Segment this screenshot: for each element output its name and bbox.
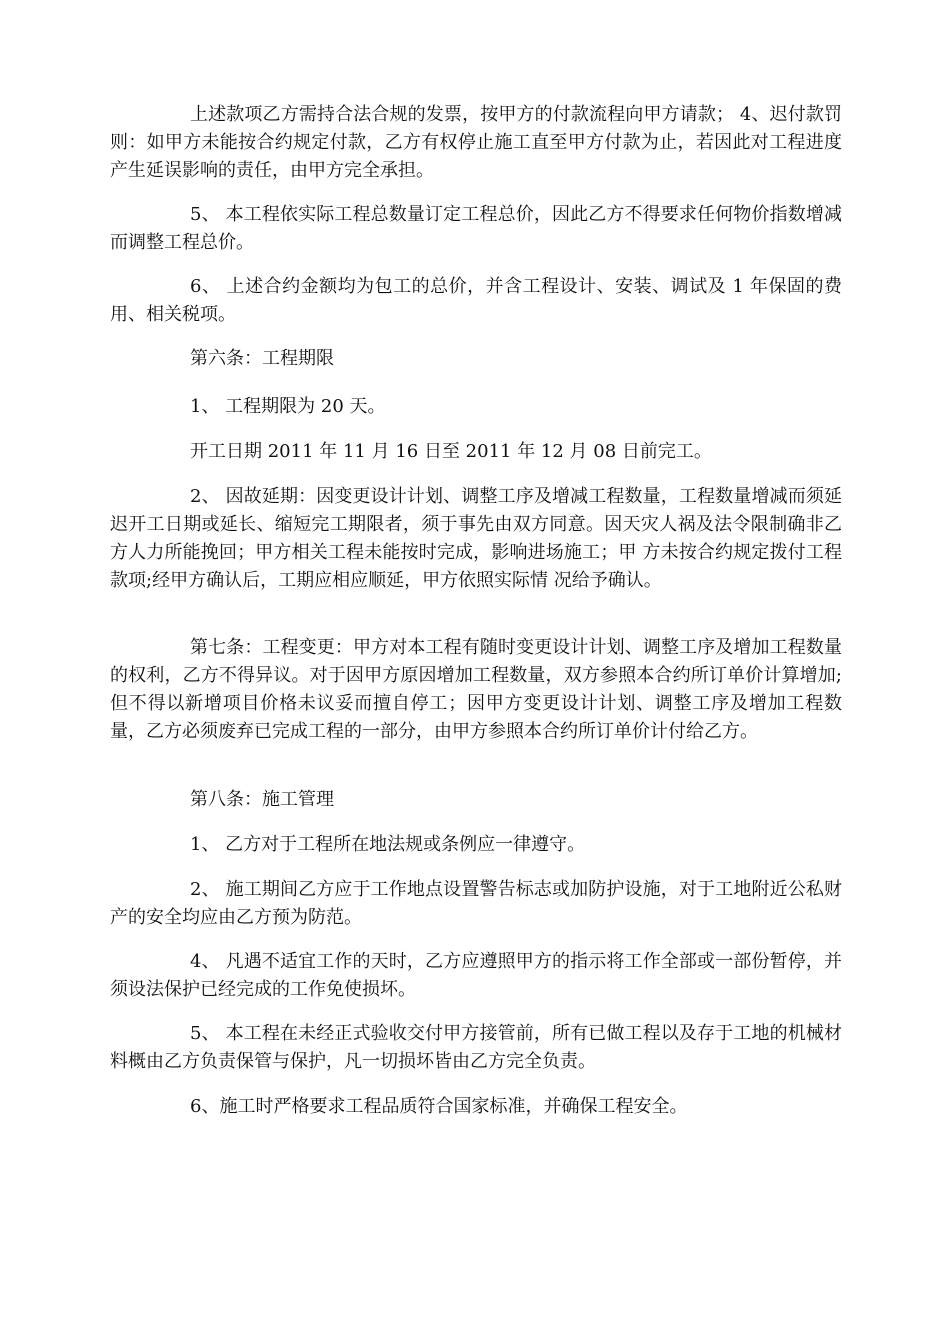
paragraph-clause-5-total-price: 5、 本工程依实际工程总数量订定工程总价，因此乙方不得要求任何物价指数增减而调整工程总价。 [110, 204, 842, 253]
paragraph-payment-terms: 上述款项乙方需持合法合规的发票，按甲方的付款流程向甲方请款； 4、迟付款罚则：如甲方未能按合约规定付款，乙方有权停止施工直至甲方付款为止，若因此对工程进度产生延误影响的责任，由甲方完全承担。 [110, 104, 842, 181]
paragraph-management-6: 6、施工时严格要求工程品质符合国家标准，并确保工程安全。 [190, 1096, 688, 1117]
paragraph-management-5: 5、 本工程在未经正式验收交付甲方接管前，所有已做工程以及存于工地的机械材料概由乙方负责保管与保护，凡一切损坏皆由乙方完全负责。 [110, 1023, 842, 1072]
paragraph-management-4: 4、 凡遇不适宜工作的天时，乙方应遵照甲方的指示将工作全部或一部份暂停，并须设法保护已经完成的工作免使损坏。 [110, 951, 842, 1000]
paragraph-management-1: 1、 乙方对于工程所在地法规或条例应一律遵守。 [190, 834, 586, 855]
paragraph-duration: 1、 工程期限为 20 天。 [190, 396, 386, 417]
heading-article-8: 第八条：施工管理 [190, 789, 334, 810]
paragraph-start-date: 开工日期 2011 年 11 月 16 日至 2011 年 12 月 08 日前完工。 [190, 441, 712, 462]
paragraph-clause-6-contract-amount: 6、 上述合约金额均为包工的总价，并含工程设计、安装、调试及 1 年保固的费用、相关税项。 [110, 276, 842, 325]
paragraph-delay: 2、 因故延期：因变更设计计划、调整工序及增减工程数量，工程数量增减而须延迟开工日期或延长、缩短完工期限者，须于事先由双方同意。因天灾人祸及法令限制确非乙方人力所能挽回；甲方相关工程未能按时完成，影响进场施工；甲 方未按合约规定拨付工程款项;经甲方确认后，工期应相应顺延，甲方依照实际情 况给予确认。 [110, 486, 842, 591]
paragraph-article-7-changes: 第七条：工程变更：甲方对本工程有随时变更设计计划、调整工序及增加工程数量的权利，乙方不得异议。对于因甲方原因增加工程数量，双方参照本合约所订单价计算增加;但不得以新增项目价格未议妥而擅自停工；因甲方变更设计计划、调整工序及增加工程数量，乙方必须废弃已完成工程的一部分，由甲方参照本合约所订单价计付给乙方。 [110, 637, 842, 742]
paragraph-management-2: 2、 施工期间乙方应于工作地点设置警告标志或加防护设施，对于工地附近公私财产的安全均应由乙方预为防范。 [110, 879, 842, 928]
heading-article-6: 第六条：工程期限 [190, 348, 334, 369]
